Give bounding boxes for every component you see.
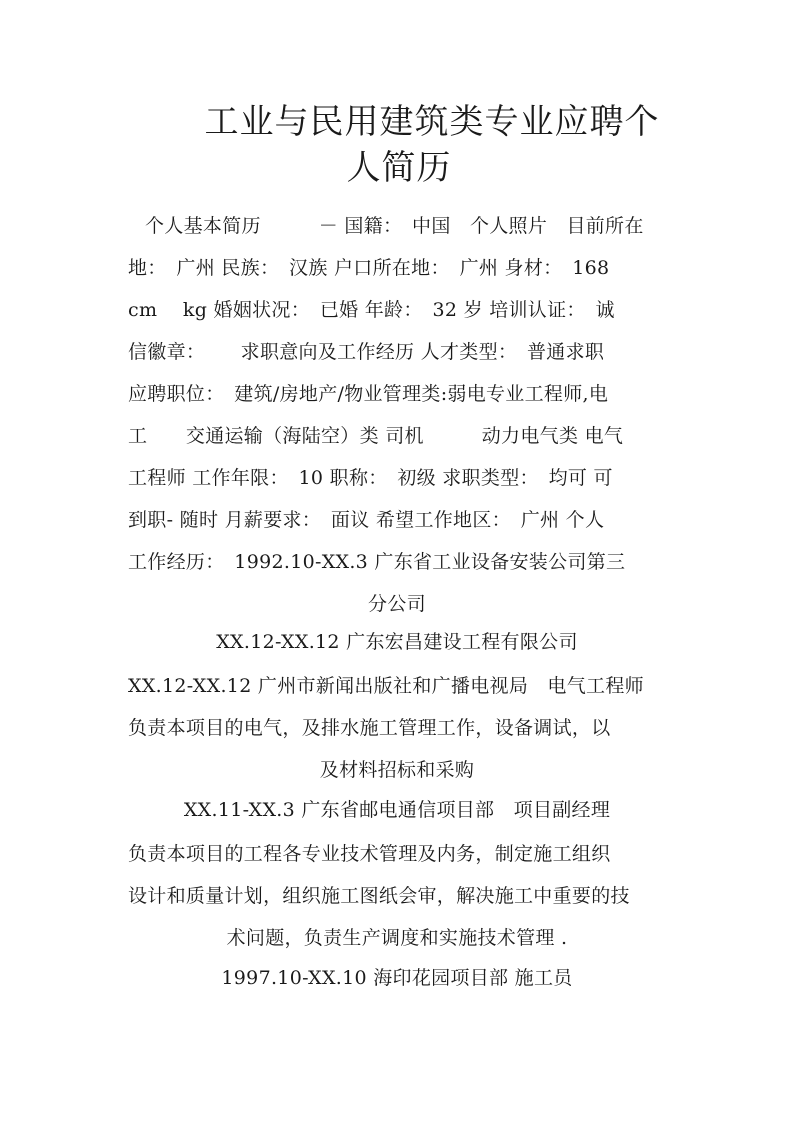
body-line-9: 工作经历： 1992.10-XX.3 广东省工业设备安装公司第三 (128, 551, 626, 573)
body-line-11: XX.12-XX.12 广东宏昌建设工程有限公司 (216, 631, 578, 653)
body-line-2: 地： 广州 民族： 汉族 户口所在地： 广州 身材： 168 (128, 257, 610, 279)
document-title-line-2: 人简历 (346, 148, 452, 188)
body-line-6: 工 交通运输（海陆空）类 司机 动力电气类 电气 (128, 425, 624, 447)
body-line-3: cm kg 婚姻状况： 已婚 年龄： 32 岁 培训认证： 诚 (128, 299, 615, 321)
body-line-4: 信徽章： 求职意向及工作经历 人才类型： 普通求职 (128, 341, 605, 363)
body-line-18: 术问题，负责生产调度和实施技术管理 . (226, 927, 568, 949)
body-line-14: 及材料招标和采购 (319, 759, 475, 781)
body-line-5: 应聘职位： 建筑/房地产/物业管理类:弱电专业工程师,电 (128, 383, 609, 405)
body-line-17: 设计和质量计划，组织施工图纸会审，解决施工中重要的技 (128, 885, 630, 907)
document-title-line-1: 工业与民用建筑类专业应聘个 (204, 102, 660, 142)
body-line-15: XX.11-XX.3 广东省邮电通信项目部 项目副经理 (183, 799, 611, 821)
body-line-13: 负责本项目的电气，及排水施工管理工作，设备调试，以 (128, 717, 611, 739)
body-line-1: 个人基本简历 － 国籍： 中国 个人照片 目前所在 (145, 215, 644, 237)
body-line-7: 工程师 工作年限： 10 职称： 初级 求职类型： 均可 可 (128, 467, 613, 489)
body-line-8: 到职- 随时 月薪要求： 面议 希望工作地区： 广州 个人 (128, 509, 605, 531)
body-line-19: 1997.10-XX.10 海印花园项目部 施工员 (221, 967, 573, 989)
body-line-10: 分公司 (368, 593, 426, 615)
body-line-12: XX.12-XX.12 广州市新闻出版社和广播电视局 电气工程师 (128, 675, 644, 697)
body-line-16: 负责本项目的工程各专业技术管理及内务，制定施工组织 (128, 843, 611, 865)
